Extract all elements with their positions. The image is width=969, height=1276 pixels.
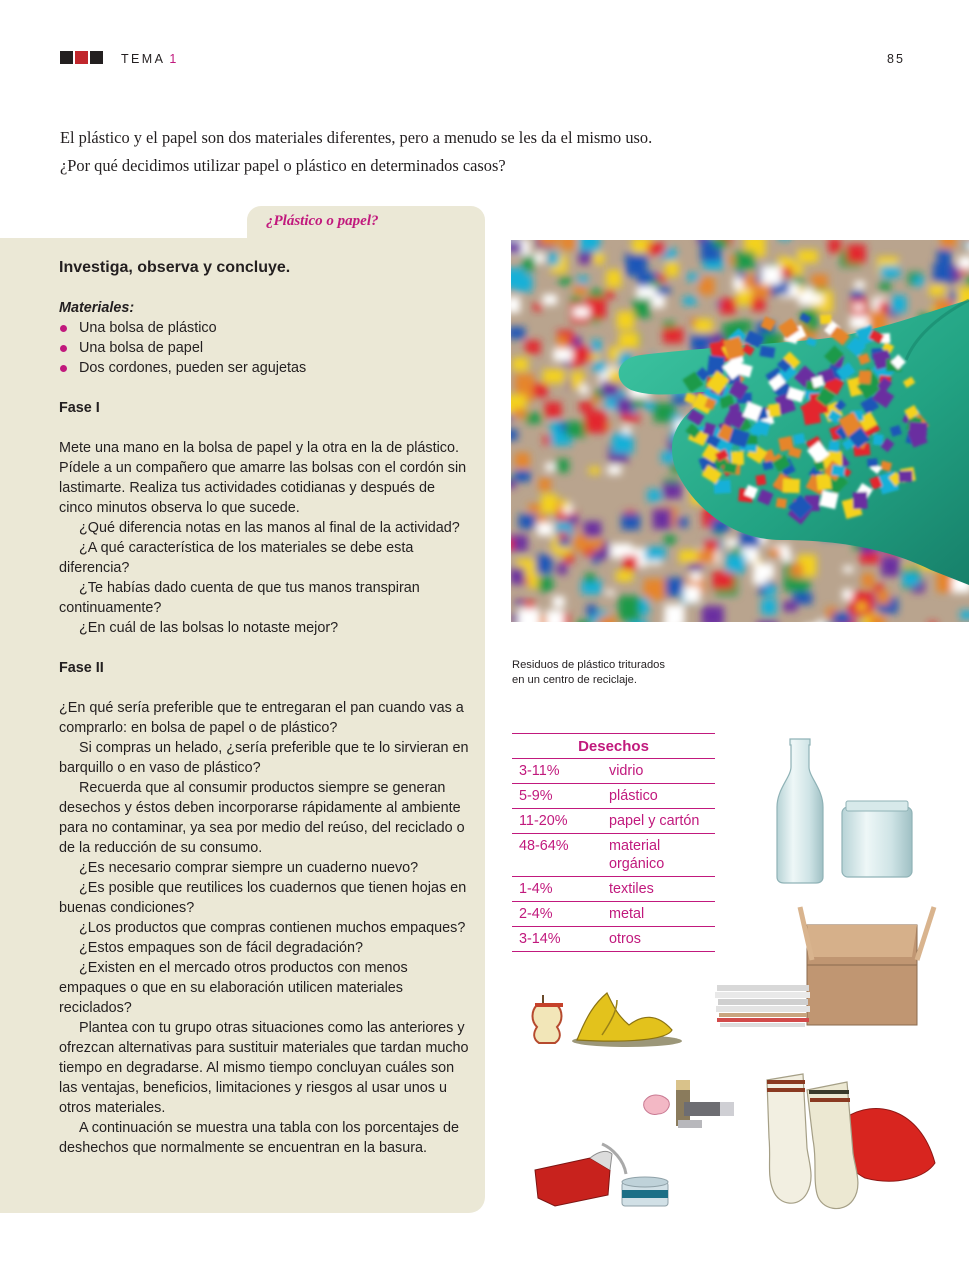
question: ¿Los productos que compras contienen muchos empaques? bbox=[79, 920, 466, 936]
material-cell: otros bbox=[609, 931, 641, 947]
confetti-chip bbox=[514, 471, 530, 482]
confetti-chip bbox=[577, 620, 590, 622]
confetti-chip bbox=[811, 274, 828, 287]
confetti-chip bbox=[759, 346, 775, 359]
confetti-chip bbox=[618, 596, 640, 621]
tin-can-icon bbox=[622, 1177, 668, 1206]
confetti-chip bbox=[699, 278, 714, 296]
confetti-chip bbox=[539, 478, 551, 491]
confetti-chip bbox=[579, 401, 593, 411]
confetti-chip bbox=[528, 504, 540, 513]
confetti-chip bbox=[666, 262, 679, 277]
apple-core-icon bbox=[533, 995, 564, 1043]
activity-content bbox=[59, 258, 469, 1158]
confetti-chip bbox=[606, 590, 614, 595]
confetti-chip bbox=[543, 369, 564, 383]
confetti-chip bbox=[902, 573, 919, 586]
header-block bbox=[60, 51, 73, 64]
confetti-chip bbox=[511, 480, 516, 488]
confetti-chip bbox=[765, 586, 776, 596]
confetti-chip bbox=[512, 358, 528, 371]
confetti-chip bbox=[616, 571, 633, 582]
confetti-chip bbox=[702, 606, 724, 622]
confetti-chip bbox=[665, 605, 685, 622]
question: ¿Es posible que reutilices los cuadernos que tienen hojas en buenas condiciones? bbox=[59, 880, 467, 916]
shredded-plastic-photo bbox=[511, 240, 969, 622]
material-cell: material orgánico bbox=[609, 838, 665, 872]
glass-bottle-icon bbox=[772, 735, 922, 885]
confetti-chip bbox=[694, 319, 712, 334]
confetti-chip bbox=[828, 441, 840, 453]
percent-cell: 48-64% bbox=[519, 838, 569, 854]
table-row bbox=[512, 809, 715, 834]
section-label-text: TEMA bbox=[121, 52, 166, 66]
question: ¿Estos empaques son de fácil degradación? bbox=[79, 940, 363, 956]
confetti-chip bbox=[546, 610, 564, 622]
confetti-chip bbox=[632, 399, 645, 407]
percent-cell: 3-14% bbox=[519, 931, 561, 947]
question: ¿En qué sería preferible que te entregaran el pan cuando vas a comprarlo: en bolsa de papel o de plástico? bbox=[59, 700, 464, 736]
confetti-chip bbox=[545, 402, 562, 418]
confetti-chip bbox=[580, 385, 588, 394]
confetti-chip bbox=[677, 517, 688, 527]
confetti-chip bbox=[756, 474, 767, 485]
confetti-chip bbox=[617, 398, 634, 413]
confetti-chip bbox=[783, 479, 800, 494]
confetti-chip bbox=[645, 401, 654, 410]
confetti-chip bbox=[578, 276, 588, 285]
intro-line: ¿Por qué decidimos utilizar papel o plástico en determinados casos? bbox=[60, 156, 506, 175]
confetti-chip bbox=[854, 304, 864, 310]
intro-text bbox=[60, 124, 760, 180]
confetti-chip bbox=[881, 556, 900, 576]
confetti-chip bbox=[858, 370, 871, 384]
confetti-chip bbox=[608, 465, 621, 474]
percent-cell: 5-9% bbox=[519, 788, 553, 804]
confetti-chip bbox=[580, 240, 600, 254]
confetti-chip bbox=[867, 458, 878, 467]
banana-peel-icon bbox=[517, 985, 687, 1050]
cardboard-box-icon bbox=[712, 905, 942, 1030]
confetti-chip bbox=[880, 266, 900, 278]
confetti-chip bbox=[633, 297, 650, 318]
confetti-chip bbox=[853, 492, 868, 509]
waste-table bbox=[512, 733, 715, 952]
battery-icon bbox=[638, 1072, 738, 1134]
question: ¿En cuál de las bolsas lo notaste mejor? bbox=[79, 620, 339, 636]
activity-title: ¿Plástico o papel? bbox=[266, 213, 379, 229]
paragraph: Recuerda que al consumir productos siempre se generan desechos y éstos deben incorporarse rápidamente al ambiente para no contaminar, ya sea por medio del reúso, del reciclado o de la reducción de su consumo. bbox=[59, 780, 465, 856]
confetti-chip bbox=[585, 573, 596, 582]
confetti-chip bbox=[862, 573, 874, 587]
confetti-chip bbox=[791, 563, 804, 577]
confetti-chip bbox=[560, 500, 569, 509]
confetti-chip bbox=[937, 250, 951, 264]
confetti-chip bbox=[559, 277, 571, 286]
paragraph: A continuación se muestra una tabla con los porcentajes de deshechos que normalmente se encuentran en la basura. bbox=[59, 1120, 459, 1156]
activity-heading: Investiga, observa y concluye. bbox=[59, 259, 291, 276]
confetti-chip bbox=[526, 340, 541, 353]
confetti-chip bbox=[877, 591, 890, 604]
confetti-chip bbox=[574, 285, 586, 294]
confetti-chip bbox=[511, 568, 525, 585]
confetti-chip bbox=[783, 602, 797, 612]
confetti-chip bbox=[873, 434, 884, 446]
percent-cell: 1-4% bbox=[519, 881, 553, 897]
confetti-chip bbox=[579, 252, 593, 264]
confetti-chip bbox=[726, 554, 746, 573]
confetti-chip bbox=[843, 566, 853, 572]
crushed-can-icon bbox=[530, 1140, 675, 1212]
confetti-chip bbox=[516, 275, 533, 292]
confetti-chip bbox=[557, 337, 568, 350]
confetti-chip bbox=[941, 240, 956, 248]
confetti-chip bbox=[653, 509, 672, 530]
question: ¿Es necesario comprar siempre un cuaderno nuevo? bbox=[79, 860, 419, 876]
confetti-chip bbox=[574, 534, 589, 550]
confetti-chip bbox=[648, 243, 666, 255]
question: ¿A qué característica de los materiales se debe esta diferencia? bbox=[59, 540, 414, 576]
confetti-chip bbox=[619, 333, 639, 348]
percent-cell: 2-4% bbox=[519, 906, 553, 922]
confetti-chip bbox=[797, 250, 818, 263]
material-cell: vidrio bbox=[609, 763, 644, 779]
material-cell: papel y cartón bbox=[609, 813, 700, 829]
confetti-chip bbox=[536, 555, 553, 574]
phase-2-title: Fase II bbox=[59, 660, 104, 676]
confetti-chip bbox=[587, 605, 597, 616]
table-row bbox=[512, 759, 715, 784]
confetti-chip bbox=[793, 433, 805, 445]
percent-cell: 11-20% bbox=[519, 813, 568, 829]
phase-1-title: Fase I bbox=[59, 400, 100, 416]
confetti-chip bbox=[762, 266, 781, 285]
confetti-chip bbox=[533, 384, 547, 398]
confetti-chip bbox=[623, 556, 638, 571]
confetti-chip bbox=[726, 539, 737, 548]
confetti-chip bbox=[553, 349, 572, 361]
confetti-chip bbox=[511, 242, 522, 254]
confetti-chip bbox=[737, 273, 746, 279]
confetti-chip bbox=[592, 558, 601, 563]
material-cell: textiles bbox=[609, 881, 654, 897]
confetti-chip bbox=[590, 289, 604, 297]
confetti-chip bbox=[568, 515, 578, 524]
confetti-chip bbox=[658, 287, 670, 295]
paragraph: Mete una mano en la bolsa de papel y la otra en la de plástico. Pídele a un compañero que amarre las bolsas con el cordón sin lastimarte. Realiza tus actividades cotidianas y después de cinco minutos observa lo que sucede. bbox=[59, 440, 467, 516]
confetti-chip bbox=[713, 240, 728, 248]
confetti-chip bbox=[511, 297, 520, 313]
confetti-chip bbox=[679, 550, 699, 563]
material-cell: metal bbox=[609, 906, 645, 922]
confetti-chip bbox=[593, 361, 606, 373]
confetti-chip bbox=[768, 403, 781, 417]
confetti-chip bbox=[538, 577, 553, 591]
confetti-chip bbox=[566, 421, 587, 437]
question: ¿Qué diferencia notas en las manos al final de la actividad? bbox=[79, 520, 460, 536]
confetti-chip bbox=[891, 295, 906, 313]
table-row bbox=[512, 927, 715, 952]
confetti-chip bbox=[617, 311, 634, 329]
confetti-chip bbox=[731, 451, 744, 465]
newspapers-icon bbox=[715, 985, 810, 1027]
confetti-chip bbox=[537, 523, 553, 536]
confetti-chip bbox=[511, 327, 525, 339]
confetti-chip bbox=[519, 514, 536, 529]
confetti-chip bbox=[858, 603, 866, 610]
confetti-chip bbox=[590, 354, 600, 360]
confetti-chip bbox=[591, 340, 602, 352]
confetti-chip bbox=[523, 256, 536, 271]
confetti-chip bbox=[585, 411, 607, 433]
confetti-chip bbox=[645, 547, 666, 561]
confetti-chip bbox=[518, 608, 540, 622]
confetti-chip bbox=[511, 429, 518, 440]
confetti-chip bbox=[816, 620, 825, 622]
material-cell: plástico bbox=[609, 788, 658, 804]
confetti-chip bbox=[599, 617, 616, 622]
confetti-chip bbox=[960, 611, 969, 620]
confetti-chip bbox=[814, 294, 823, 304]
photo-caption: Residuos de plástico triturados en un centro de reciclaje. bbox=[512, 659, 665, 686]
confetti-chip bbox=[899, 471, 913, 482]
confetti-chip bbox=[558, 532, 567, 539]
waste-table-header: Desechos bbox=[512, 733, 715, 759]
confetti-chip bbox=[515, 374, 535, 392]
confetti-chip bbox=[870, 615, 886, 622]
photo-illustration bbox=[511, 240, 969, 622]
header-block bbox=[90, 51, 103, 64]
confetti-chip bbox=[880, 282, 891, 291]
confetti-chip bbox=[852, 592, 874, 614]
confetti-chip bbox=[533, 304, 542, 311]
confetti-chip bbox=[592, 539, 603, 549]
confetti-chip bbox=[637, 287, 656, 299]
confetti-chip bbox=[561, 240, 576, 250]
confetti-chip bbox=[751, 298, 765, 311]
confetti-chip bbox=[663, 483, 682, 499]
percent-cell: 3-11% bbox=[519, 763, 560, 779]
table-row bbox=[512, 877, 715, 902]
confetti-chip bbox=[761, 599, 777, 615]
confetti-chip bbox=[541, 494, 557, 513]
confetti-chip bbox=[571, 383, 581, 390]
confetti-chip bbox=[698, 550, 716, 564]
socks-icon bbox=[745, 1068, 940, 1213]
list-item: Una bolsa de plástico bbox=[59, 318, 469, 338]
confetti-chip bbox=[606, 270, 621, 287]
confetti-chip bbox=[704, 540, 718, 551]
confetti-chip bbox=[557, 564, 567, 575]
confetti-chip bbox=[734, 251, 754, 269]
materials-label: Materiales: bbox=[59, 300, 135, 316]
confetti-chip bbox=[539, 240, 559, 246]
confetti-chip bbox=[713, 571, 734, 589]
list-item: Una bolsa de papel bbox=[59, 338, 469, 358]
confetti-chip bbox=[555, 459, 569, 473]
table-row bbox=[512, 784, 715, 809]
confetti-chip bbox=[802, 579, 810, 587]
confetti-chip bbox=[543, 294, 557, 304]
confetti-chip bbox=[691, 572, 702, 581]
confetti-chip bbox=[513, 409, 526, 419]
table-row bbox=[512, 834, 715, 877]
intro-line: El plástico y el papel son dos materiales diferentes, pero a menudo se les da el mismo uso. bbox=[60, 128, 653, 147]
confetti-chip bbox=[732, 546, 741, 555]
confetti-chip bbox=[663, 328, 683, 343]
confetti-chip bbox=[720, 298, 736, 314]
confetti-chip bbox=[855, 281, 865, 289]
confetti-chip bbox=[574, 307, 590, 317]
confetti-chip bbox=[831, 465, 845, 477]
list-item: Dos cordones, pueden ser agujetas bbox=[59, 358, 469, 378]
confetti-chip bbox=[647, 489, 661, 502]
page-number: 85 bbox=[887, 52, 905, 66]
section-number: 1 bbox=[169, 52, 179, 66]
header-block bbox=[75, 51, 88, 64]
question: ¿Existen en el mercado otros productos con menos empaques o que en su elaboración utilicen materiales reciclados? bbox=[59, 960, 408, 1016]
confetti-chip bbox=[820, 314, 832, 324]
materials-list bbox=[59, 318, 469, 378]
confetti-chip bbox=[612, 434, 634, 454]
confetti-chip bbox=[776, 498, 787, 509]
confetti-chip bbox=[546, 463, 556, 471]
confetti-chip bbox=[654, 403, 675, 422]
confetti-chip bbox=[584, 521, 602, 536]
confetti-chip bbox=[589, 467, 601, 474]
confetti-chip bbox=[684, 586, 700, 603]
confetti-chip bbox=[687, 273, 699, 281]
confetti-chip bbox=[851, 291, 863, 299]
confetti-chip bbox=[958, 256, 969, 268]
confetti-chip bbox=[847, 244, 866, 263]
confetti-chip bbox=[753, 575, 767, 585]
confetti-chip bbox=[828, 240, 841, 253]
confetti-chip bbox=[621, 514, 640, 530]
confetti-chip bbox=[769, 548, 780, 557]
confetti-chip bbox=[914, 276, 924, 286]
table-row bbox=[512, 902, 715, 927]
confetti-chip bbox=[553, 596, 565, 607]
confetti-chip bbox=[832, 613, 850, 623]
header-color-blocks bbox=[60, 51, 103, 64]
confetti-chip bbox=[874, 584, 884, 591]
confetti-chip bbox=[526, 413, 542, 424]
confetti-chip bbox=[515, 600, 523, 606]
confetti-chip bbox=[683, 297, 697, 306]
confetti-chip bbox=[664, 535, 676, 545]
confetti-chip bbox=[515, 453, 530, 468]
confetti-chip bbox=[605, 290, 614, 298]
confetti-chip bbox=[879, 301, 888, 311]
confetti-chip bbox=[529, 577, 538, 588]
confetti-chip bbox=[571, 360, 581, 368]
confetti-chip bbox=[757, 621, 778, 622]
paragraph: Plantea con tu grupo otras situaciones como las anteriores y ofrezcan alternativas para sustituir materiales que tardan mucho tiempo en degradarse. Al mismo tiempo concluyan cuáles son las ventajas, beneficios, limitaciones y riesgos al usar unos u otros materiales. bbox=[59, 1020, 469, 1116]
question: ¿Te habías dado cuenta de que tus manos transpiran continuamente? bbox=[59, 580, 420, 616]
confetti-chip bbox=[843, 589, 853, 600]
confetti-chip bbox=[644, 579, 665, 600]
confetti-chip bbox=[548, 253, 560, 265]
confetti-chip bbox=[933, 263, 952, 283]
confetti-chip bbox=[732, 320, 752, 332]
question: Si compras un helado, ¿sería preferible que te lo sirvieran en barquillo o en vaso de plástico? bbox=[59, 740, 469, 776]
confetti-chip bbox=[511, 539, 514, 549]
confetti-chip bbox=[571, 372, 584, 382]
confetti-chip bbox=[929, 285, 939, 295]
section-label bbox=[121, 52, 179, 66]
